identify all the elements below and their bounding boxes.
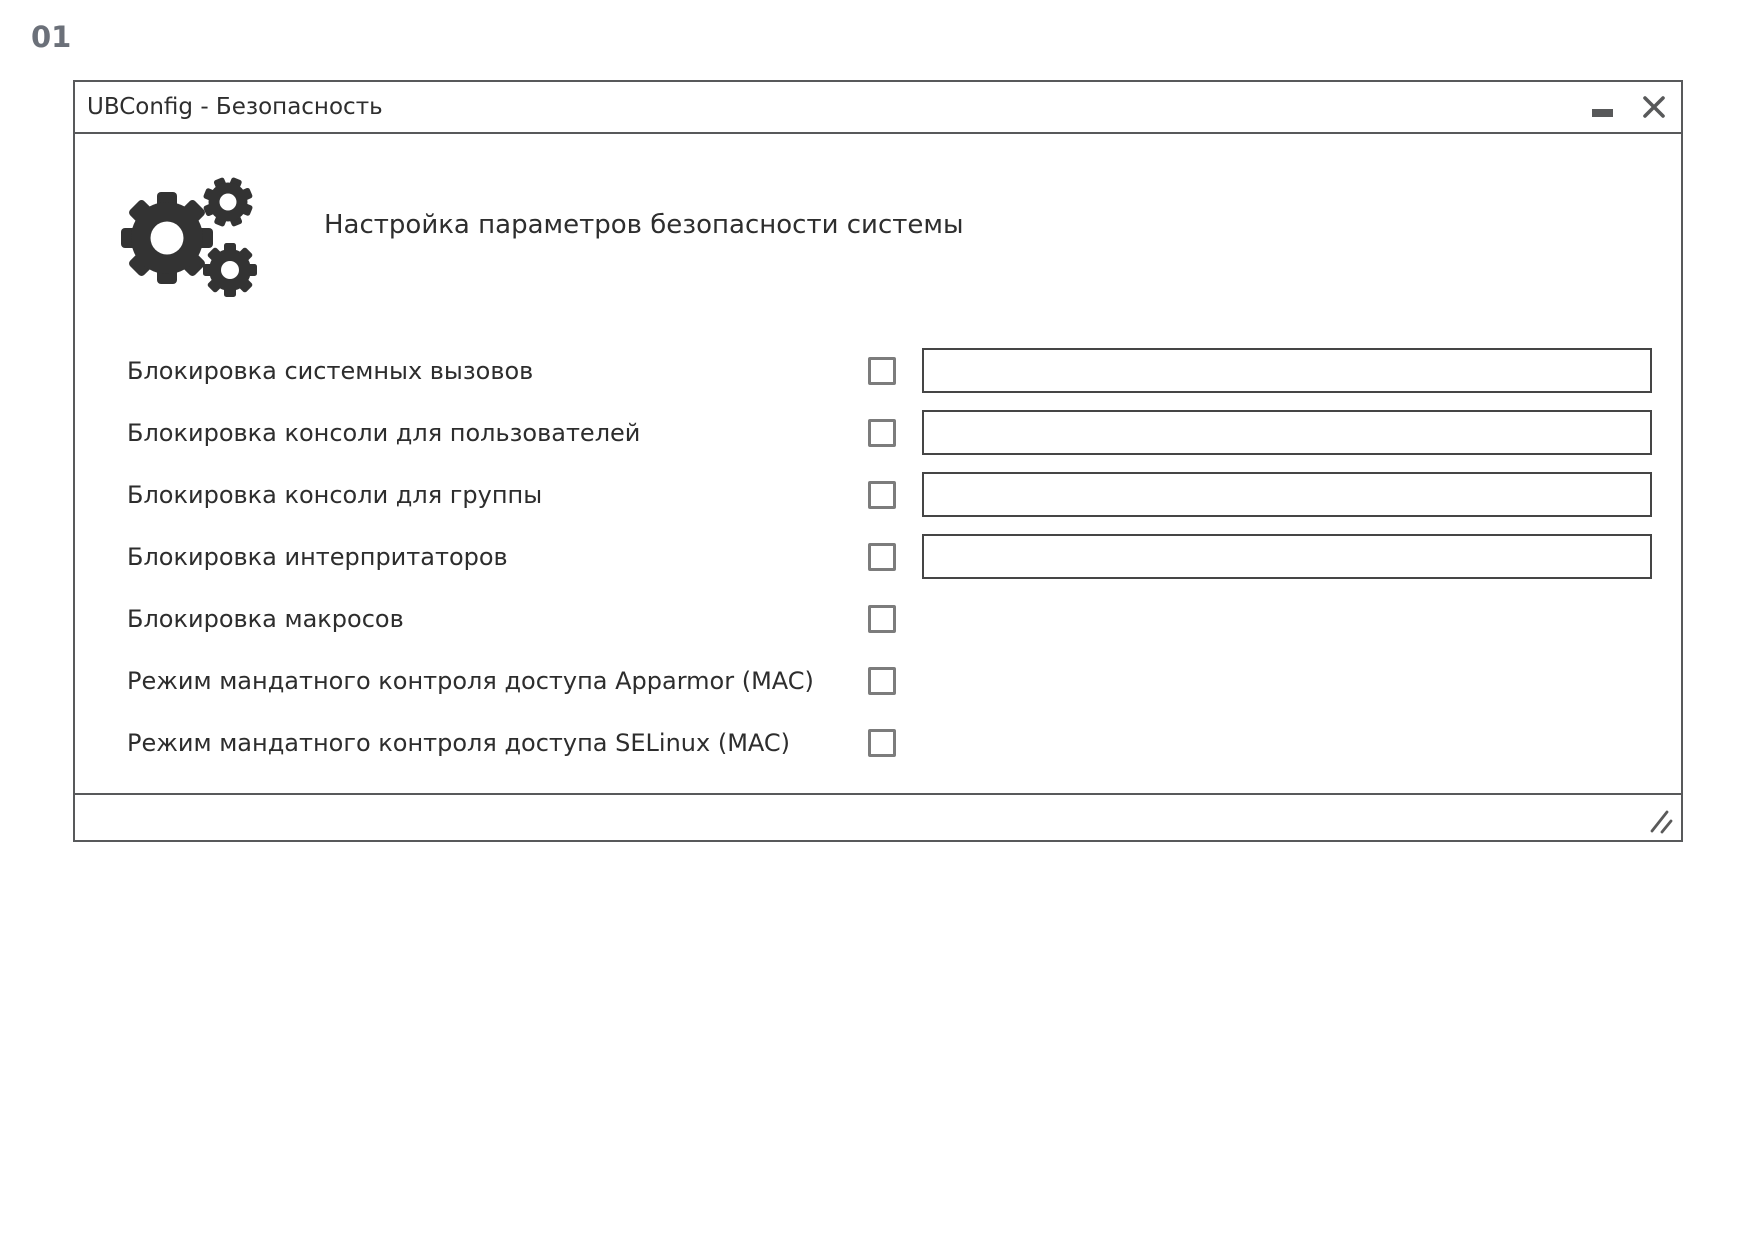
text-input[interactable]: [922, 472, 1652, 517]
text-input[interactable]: [922, 534, 1652, 579]
form-row: [75, 596, 1681, 641]
row-label: Блокировка макросов: [127, 604, 404, 633]
resize-grip-icon[interactable]: [1648, 809, 1674, 835]
row-label: Режим мандатного контроля доступа Apparmor (MAC): [127, 666, 814, 695]
checkbox[interactable]: [868, 419, 896, 447]
row-label: Блокировка интерпритаторов: [127, 542, 508, 571]
form-row: [75, 720, 1681, 765]
checkbox[interactable]: [868, 729, 896, 757]
checkbox[interactable]: [868, 605, 896, 633]
slide-number: 01: [31, 20, 72, 54]
form-row: [75, 534, 1681, 579]
window-content: [75, 134, 1681, 793]
checkbox[interactable]: [868, 481, 896, 509]
form-row: [75, 348, 1681, 393]
form-rows: [75, 348, 1681, 782]
checkbox[interactable]: [868, 543, 896, 571]
minimize-icon[interactable]: [1592, 109, 1613, 117]
row-label: Блокировка консоли для пользователей: [127, 418, 641, 447]
security-settings-heading: Настройка параметров безопасности системы: [324, 210, 964, 240]
text-input[interactable]: [922, 410, 1652, 455]
row-label: Блокировка системных вызовов: [127, 356, 534, 385]
app-window: [73, 80, 1683, 842]
row-label: Блокировка консоли для группы: [127, 480, 543, 509]
text-input[interactable]: [922, 348, 1652, 393]
titlebar[interactable]: [75, 82, 1681, 134]
statusbar: [75, 793, 1681, 840]
window-controls: [1592, 94, 1667, 120]
form-row: [75, 472, 1681, 517]
row-label: Режим мандатного контроля доступа SELinux (MAC): [127, 728, 791, 757]
gears-icon: [115, 150, 273, 302]
checkbox[interactable]: [868, 667, 896, 695]
window-title: UBConfig - Безопасность: [87, 94, 383, 120]
close-icon[interactable]: [1641, 94, 1667, 120]
form-row: [75, 410, 1681, 455]
form-row: [75, 658, 1681, 703]
checkbox[interactable]: [868, 357, 896, 385]
